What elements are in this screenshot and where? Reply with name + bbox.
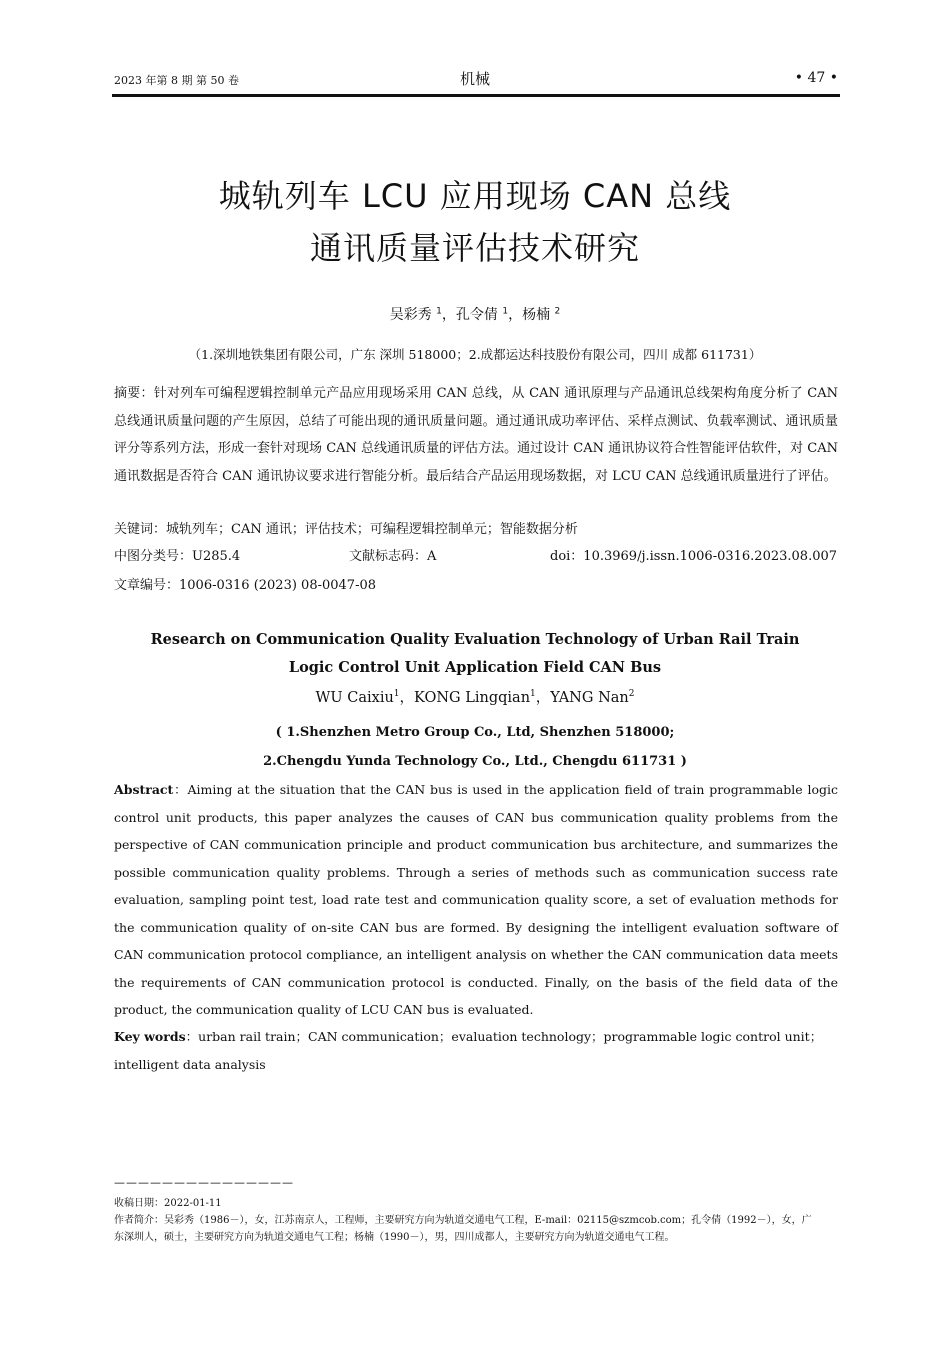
keywords-cn xyxy=(114,516,838,544)
document-code: 文献标志码：A xyxy=(349,549,437,564)
keywords-en xyxy=(114,1023,838,1079)
keywords-en-colon: ： xyxy=(185,1029,199,1044)
author-cn-3: 杨楠 xyxy=(522,307,551,323)
author-en-1-sup: 1 xyxy=(393,689,400,700)
author-cn-3-sup: 2 xyxy=(554,306,561,317)
abstract-en-colon: ： xyxy=(173,782,188,797)
author-en-3-sup: 2 xyxy=(628,689,635,700)
affiliation-en-line1: ( 1.Shenzhen Metro Group Co., Ltd, Shenzhen 518000; xyxy=(275,725,675,740)
abstract-en-text: Aiming at the situation that the CAN bus is used in the application field of train programmable logic control unit products, this paper analyzes the causes of CAN bus communication quality problems from the perspective of CAN communication principle and product communication bus architecture, and summarizes the possible communication quality problems. Through a series of methods such as communication success rate evaluation, sampling point test, load rate test and communication quality score, a set of evaluation methods for the communication quality of on-site CAN bus are formed. By designing the intelligent evaluation software of CAN communication protocol compliance, an intelligent analysis on whether the CAN communication data meets the requirements of CAN communication protocol is conducted. Finally, on the basis of the field data of the product, the communication quality of LCU CAN bus is evaluated. xyxy=(114,782,838,1017)
author-cn-2: 孔令倩 xyxy=(455,307,498,323)
title-cn xyxy=(0,170,950,274)
author-en-2-sup: 1 xyxy=(530,689,536,700)
doi: doi：10.3969/j.issn.1006-0316.2023.08.007 xyxy=(550,549,838,564)
title-cn-line2: 通讯质量评估技术研究 xyxy=(309,229,640,267)
title-en-line1: Research on Communication Quality Evaluation Technology of Urban Rail Train xyxy=(150,631,800,648)
authors-en xyxy=(0,686,950,707)
abstract-cn-text: 针对列车可编程逻辑控制单元产品应用现场采用 CAN 总线，从 CAN 通讯原理与产品通讯总线架构角度分析了 CAN 总线通讯质量问题的产生原因，总结了可能出现的通讯质量问题。通过通讯成功率评估、采样点测试、负载率测试、通讯质量评分等系列方法，形成一套针对现场 CAN 总线通讯质量的评估方法。通过设计 CAN 通讯协议符合性智能评估软件，对 CAN 通讯数据是否符合 CAN 通讯协议要求进行智能分析。最后结合产品运用现场数据，对 LCU CAN 总线通讯质量进行了评估。 xyxy=(114,386,838,484)
keywords-cn-text: 城轨列车；CAN 通讯；评估技术；可编程逻辑控制单元；智能数据分析 xyxy=(166,522,578,537)
title-en-line2: Logic Control Unit Application Field CAN Bus xyxy=(288,659,662,676)
journal-issue: 2023 年第 8 期 第 50 卷 xyxy=(114,74,239,87)
author-en-1: WU Caixiu xyxy=(315,690,394,706)
abstract-cn xyxy=(114,380,838,490)
journal-name: 机械 xyxy=(459,70,490,88)
keywords-cn-label: 关键词： xyxy=(114,522,167,537)
affiliation-en xyxy=(0,718,950,776)
title-cn-line1: 城轨列车 LCU 应用现场 CAN 总线 xyxy=(218,177,732,215)
affiliation-en-line2: 2.Chengdu Yunda Technology Co., Ltd., Chengdu 611731 ) xyxy=(263,754,687,769)
page-number: • 47 • xyxy=(794,70,838,86)
author-bio: 作者简介：吴彩秀（1986－），女，江苏南京人，工程师，主要研究方向为轨道交通电气工程，E-mail：02115@szmcob.com；孔令倩（1992－），女，广东深圳人，硕士，主要研究方向为轨道交通电气工程；杨楠（1990－），男，四川成都人，主要研究方向为轨道交通电气工程。 xyxy=(114,1215,812,1243)
author-sep: ， xyxy=(441,307,456,323)
author-sep: ， xyxy=(508,307,523,323)
title-en xyxy=(0,626,950,682)
author-en-2: KONG Lingqian xyxy=(414,690,531,706)
author-sep: ， xyxy=(535,690,551,706)
header-rule xyxy=(112,94,840,97)
clc-number: 中图分类号：U285.4 xyxy=(114,549,241,564)
author-cn-2-sup: 1 xyxy=(502,306,509,317)
abstract-en xyxy=(114,776,838,1024)
received-date: 收稿日期：2022-01-11 xyxy=(114,1198,222,1209)
keywords-en-label: Key words xyxy=(114,1029,186,1044)
keywords-en-text: urban rail train；CAN communication；evaluation technology；programmable logic control unit；intelligent data analysis xyxy=(114,1029,823,1072)
affiliation-cn: （1.深圳地铁集团有限公司，广东 深圳 518000；2.成都运达科技股份有限公司，四川 成都 611731） xyxy=(188,347,762,362)
authors-cn xyxy=(0,304,950,324)
author-en-3: YANG Nan xyxy=(550,690,629,706)
author-sep: ， xyxy=(399,690,415,706)
article-number: 文章编号：1006-0316 (2023) 08-0047-08 xyxy=(114,578,377,593)
author-cn-1: 吴彩秀 xyxy=(389,307,432,323)
abstract-cn-label: 摘要： xyxy=(114,386,154,401)
author-cn-1-sup: 1 xyxy=(436,306,442,317)
footnote-rule: ——————————————— xyxy=(114,1176,294,1189)
abstract-en-label: Abstract xyxy=(114,782,174,797)
